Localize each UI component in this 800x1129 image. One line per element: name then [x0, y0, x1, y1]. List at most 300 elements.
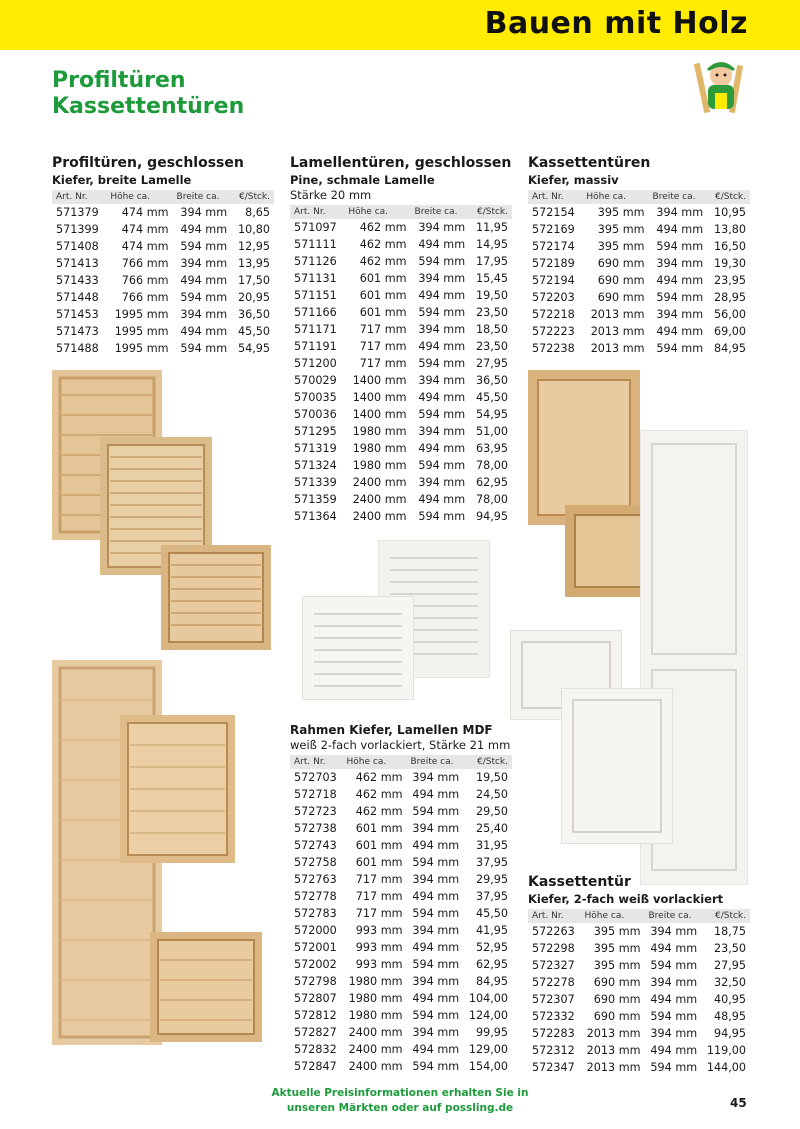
- breite-cell: 394 mm: [412, 975, 460, 988]
- breite-cell: 594 mm: [412, 1060, 460, 1073]
- price-cell: 8,65: [245, 206, 270, 219]
- hoehe-cell: 601 mm: [355, 839, 403, 852]
- breite-cell: 394 mm: [180, 308, 228, 321]
- breite-cell: 494 mm: [418, 391, 466, 404]
- table-row: [528, 940, 750, 957]
- art-nr-cell: 572738: [294, 822, 337, 835]
- table-row: [290, 423, 512, 440]
- hoehe-cell: 690 mm: [593, 1010, 641, 1023]
- col-preis: €/Stck.: [707, 190, 750, 204]
- breite-cell: 494 mm: [412, 992, 460, 1005]
- table-row: [290, 219, 512, 236]
- breite-cell: 594 mm: [418, 357, 466, 370]
- price-cell: 23,95: [713, 274, 746, 287]
- price-cell: 17,95: [475, 255, 508, 268]
- section-subtitle: Kiefer, breite Lamelle: [52, 173, 192, 187]
- price-cell: 62,95: [475, 958, 508, 971]
- art-nr-cell: 571488: [56, 342, 99, 355]
- price-cell: 14,95: [475, 238, 508, 251]
- hoehe-cell: 1400 mm: [352, 391, 407, 404]
- table-row: [290, 355, 512, 372]
- art-nr-cell: 572783: [294, 907, 337, 920]
- table-row: [290, 508, 512, 525]
- breite-cell: 594 mm: [650, 1061, 698, 1074]
- col-preis: €/Stck.: [463, 755, 512, 769]
- col-hoehe: Höhe ca.: [106, 190, 172, 204]
- price-cell: 45,50: [475, 907, 508, 920]
- breite-cell: 394 mm: [418, 425, 466, 438]
- price-cell: 36,50: [237, 308, 270, 321]
- art-nr-cell: 571151: [294, 289, 337, 302]
- col-art: Art. Nr.: [528, 909, 581, 923]
- breite-cell: 394 mm: [650, 925, 698, 938]
- header-bar: [0, 0, 800, 50]
- table-row: [528, 289, 750, 306]
- table-row: [290, 939, 512, 956]
- footer-note-line2: unseren Märkten oder auf possling.de: [286, 1102, 514, 1114]
- breite-cell: 594 mm: [412, 805, 460, 818]
- table-row: [290, 491, 512, 508]
- hoehe-cell: 1980 mm: [348, 975, 403, 988]
- hoehe-cell: 601 mm: [355, 822, 403, 835]
- breite-cell: 394 mm: [656, 206, 704, 219]
- art-nr-cell: 572807: [294, 992, 337, 1005]
- table-row: [290, 786, 512, 803]
- price-cell: 54,95: [475, 408, 508, 421]
- breite-cell: 494 mm: [412, 788, 460, 801]
- hoehe-cell: 717 mm: [355, 890, 403, 903]
- col-breite: Breite ca.: [645, 909, 702, 923]
- col-breite: Breite ca.: [407, 755, 464, 769]
- price-cell: 94,95: [475, 510, 508, 523]
- breite-cell: 394 mm: [418, 323, 466, 336]
- hoehe-cell: 462 mm: [355, 771, 403, 784]
- breite-cell: 494 mm: [656, 325, 704, 338]
- section-lamellentueren: [290, 155, 512, 525]
- art-nr-cell: 571399: [56, 223, 99, 236]
- table-row: [290, 406, 512, 423]
- breite-cell: 494 mm: [180, 223, 228, 236]
- breite-cell: 494 mm: [650, 993, 698, 1006]
- price-cell: 17,50: [237, 274, 270, 287]
- hoehe-cell: 2013 mm: [586, 1027, 641, 1040]
- hoehe-cell: 717 mm: [359, 357, 407, 370]
- art-nr-cell: 572194: [532, 274, 575, 287]
- art-nr-cell: 572238: [532, 342, 575, 355]
- price-cell: 48,95: [713, 1010, 746, 1023]
- price-cell: 84,95: [475, 975, 508, 988]
- hoehe-cell: 1400 mm: [352, 374, 407, 387]
- art-nr-cell: 572718: [294, 788, 337, 801]
- breite-cell: 394 mm: [418, 476, 466, 489]
- art-nr-cell: 572312: [532, 1044, 575, 1057]
- hoehe-cell: 601 mm: [359, 272, 407, 285]
- art-nr-cell: 571295: [294, 425, 337, 438]
- price-cell: 25,40: [475, 822, 508, 835]
- hoehe-cell: 993 mm: [355, 958, 403, 971]
- table-row: [290, 321, 512, 338]
- pine-panel-door-image-1: [528, 370, 640, 525]
- breite-cell: 394 mm: [180, 257, 228, 270]
- art-nr-cell: 572723: [294, 805, 337, 818]
- price-cell: 18,75: [713, 925, 746, 938]
- section-subtitle: Kiefer, 2-fach weiß vorlackiert: [528, 892, 724, 906]
- price-cell: 24,50: [475, 788, 508, 801]
- price-cell: 69,00: [713, 325, 746, 338]
- art-nr-cell: 571413: [56, 257, 99, 270]
- hoehe-cell: 395 mm: [597, 240, 645, 253]
- breite-cell: 594 mm: [180, 240, 228, 253]
- hoehe-cell: 766 mm: [121, 257, 169, 270]
- col-art: Art. Nr.: [290, 755, 343, 769]
- price-cell: 84,95: [713, 342, 746, 355]
- price-cell: 78,00: [475, 493, 508, 506]
- white-louvre-door-image-2: [302, 596, 414, 700]
- art-nr-cell: 571191: [294, 340, 337, 353]
- table-row: [52, 289, 274, 306]
- col-hoehe: Höhe ca.: [581, 909, 645, 923]
- col-preis: €/Stck.: [701, 909, 750, 923]
- breite-cell: 394 mm: [412, 924, 460, 937]
- art-nr-cell: 572307: [532, 993, 575, 1006]
- hoehe-cell: 717 mm: [355, 907, 403, 920]
- price-cell: 19,50: [475, 289, 508, 302]
- breite-cell: 594 mm: [418, 459, 466, 472]
- table-row: [52, 204, 274, 221]
- art-nr-cell: 571126: [294, 255, 337, 268]
- section-title: Rahmen Kiefer, Lamellen MDF: [290, 723, 493, 737]
- table-row: [528, 1008, 750, 1025]
- breite-cell: 594 mm: [180, 342, 228, 355]
- hoehe-cell: 2400 mm: [352, 510, 407, 523]
- art-nr-cell: 572223: [532, 325, 575, 338]
- table-row: [528, 1042, 750, 1059]
- art-nr-cell: 572000: [294, 924, 337, 937]
- price-cell: 27,95: [713, 959, 746, 972]
- breite-cell: 594 mm: [412, 958, 460, 971]
- art-nr-cell: 571111: [294, 238, 337, 251]
- art-nr-cell: 571473: [56, 325, 99, 338]
- art-nr-cell: 572778: [294, 890, 337, 903]
- section-title: Kassettentür: [528, 874, 631, 890]
- price-cell: 13,95: [237, 257, 270, 270]
- price-cell: 20,95: [237, 291, 270, 304]
- col-breite: Breite ca.: [411, 205, 470, 219]
- table-row: [290, 270, 512, 287]
- table-row: [528, 340, 750, 357]
- col-breite: Breite ca.: [173, 190, 232, 204]
- section-kassettentuer-weiss: [528, 874, 750, 1076]
- price-cell: 54,95: [237, 342, 270, 355]
- art-nr-cell: 570035: [294, 391, 337, 404]
- price-cell: 11,95: [475, 221, 508, 234]
- art-nr-cell: 571379: [56, 206, 99, 219]
- section-subtitle: Kiefer, massiv: [528, 173, 619, 187]
- price-cell: 78,00: [475, 459, 508, 472]
- table-row: [528, 991, 750, 1008]
- hoehe-cell: 690 mm: [597, 274, 645, 287]
- col-preis: €/Stck.: [469, 205, 512, 219]
- price-cell: 23,50: [475, 340, 508, 353]
- breite-cell: 394 mm: [412, 1026, 460, 1039]
- art-nr-cell: 572327: [532, 959, 575, 972]
- col-hoehe: Höhe ca.: [344, 205, 410, 219]
- price-cell: 63,95: [475, 442, 508, 455]
- breite-cell: 594 mm: [412, 907, 460, 920]
- hoehe-cell: 717 mm: [359, 323, 407, 336]
- table-row: [52, 340, 274, 357]
- hoehe-cell: 2013 mm: [586, 1044, 641, 1057]
- hoehe-cell: 474 mm: [121, 240, 169, 253]
- page-title-line2: Kassettentüren: [52, 94, 245, 119]
- table-row: [290, 854, 512, 871]
- hoehe-cell: 474 mm: [121, 223, 169, 236]
- breite-cell: 394 mm: [650, 1027, 698, 1040]
- table-row: [528, 923, 750, 940]
- hoehe-cell: 2400 mm: [352, 476, 407, 489]
- art-nr-cell: 571359: [294, 493, 337, 506]
- price-cell: 12,95: [237, 240, 270, 253]
- table-row: [52, 272, 274, 289]
- art-nr-cell: 572812: [294, 1009, 337, 1022]
- table-row: [528, 204, 750, 221]
- art-nr-cell: 572203: [532, 291, 575, 304]
- art-nr-cell: 572703: [294, 771, 337, 784]
- hoehe-cell: 2013 mm: [590, 342, 645, 355]
- footer-note: [270, 1086, 530, 1116]
- art-nr-cell: 571448: [56, 291, 99, 304]
- art-nr-cell: 571171: [294, 323, 337, 336]
- hoehe-cell: 717 mm: [355, 873, 403, 886]
- price-table: [290, 755, 512, 1075]
- page-title: [52, 68, 244, 120]
- art-nr-cell: 571319: [294, 442, 337, 455]
- table-row: [290, 837, 512, 854]
- breite-cell: 594 mm: [180, 291, 228, 304]
- hoehe-cell: 395 mm: [593, 942, 641, 955]
- breite-cell: 494 mm: [418, 238, 466, 251]
- breite-cell: 494 mm: [418, 442, 466, 455]
- breite-cell: 594 mm: [418, 306, 466, 319]
- table-row: [290, 236, 512, 253]
- breite-cell: 394 mm: [412, 873, 460, 886]
- price-cell: 37,95: [475, 856, 508, 869]
- breite-cell: 494 mm: [418, 289, 466, 302]
- price-cell: 29,95: [475, 873, 508, 886]
- hoehe-cell: 690 mm: [597, 257, 645, 270]
- art-nr-cell: 572154: [532, 206, 575, 219]
- brand-title: Bauen mit Holz: [484, 6, 748, 41]
- mascot-icon: [693, 55, 749, 117]
- hoehe-cell: 690 mm: [593, 976, 641, 989]
- price-cell: 62,95: [475, 476, 508, 489]
- table-row: [290, 1041, 512, 1058]
- page-number: 45: [730, 1096, 747, 1110]
- price-cell: 99,95: [475, 1026, 508, 1039]
- price-table: [528, 909, 750, 1076]
- price-cell: 41,95: [475, 924, 508, 937]
- breite-cell: 394 mm: [412, 771, 460, 784]
- table-row: [290, 287, 512, 304]
- hoehe-cell: 766 mm: [121, 274, 169, 287]
- hoehe-cell: 474 mm: [121, 206, 169, 219]
- section-subtitle: Pine, schmale Lamelle: [290, 173, 435, 187]
- price-table: [528, 190, 750, 357]
- art-nr-cell: 572189: [532, 257, 575, 270]
- table-row: [290, 956, 512, 973]
- page-title-line1: Profiltüren: [52, 68, 186, 93]
- table-row: [290, 1024, 512, 1041]
- price-cell: 45,50: [475, 391, 508, 404]
- art-nr-cell: 572832: [294, 1043, 337, 1056]
- breite-cell: 394 mm: [656, 257, 704, 270]
- table-row: [290, 990, 512, 1007]
- white-panel-door-image-2: [561, 688, 673, 844]
- price-cell: 124,00: [468, 1009, 508, 1022]
- breite-cell: 494 mm: [412, 1043, 460, 1056]
- table-row: [290, 389, 512, 406]
- table-row: [290, 440, 512, 457]
- art-nr-cell: 572758: [294, 856, 337, 869]
- price-cell: 154,00: [468, 1060, 508, 1073]
- section-rahmen-kiefer: [290, 722, 512, 1075]
- table-row: [528, 238, 750, 255]
- hoehe-cell: 601 mm: [359, 306, 407, 319]
- art-nr-cell: 571097: [294, 221, 337, 234]
- table-row: [528, 255, 750, 272]
- price-cell: 10,80: [237, 223, 270, 236]
- breite-cell: 494 mm: [656, 223, 704, 236]
- breite-cell: 494 mm: [650, 1044, 698, 1057]
- pine-tall-door-image-2: [120, 715, 235, 863]
- art-nr-cell: 572218: [532, 308, 575, 321]
- col-hoehe: Höhe ca.: [343, 755, 407, 769]
- col-art: Art. Nr.: [290, 205, 344, 219]
- table-row: [52, 255, 274, 272]
- hoehe-cell: 690 mm: [593, 993, 641, 1006]
- table-row: [290, 1007, 512, 1024]
- hoehe-cell: 766 mm: [121, 291, 169, 304]
- table-row: [52, 306, 274, 323]
- hoehe-cell: 395 mm: [593, 925, 641, 938]
- pine-louvre-door-image-3: [161, 545, 271, 650]
- pine-tall-door-image-3: [150, 932, 262, 1042]
- price-cell: 19,50: [475, 771, 508, 784]
- price-cell: 27,95: [475, 357, 508, 370]
- hoehe-cell: 601 mm: [355, 856, 403, 869]
- price-cell: 144,00: [706, 1061, 746, 1074]
- breite-cell: 394 mm: [656, 308, 704, 321]
- hoehe-cell: 395 mm: [593, 959, 641, 972]
- hoehe-cell: 2013 mm: [590, 308, 645, 321]
- breite-cell: 494 mm: [180, 274, 228, 287]
- hoehe-cell: 395 mm: [597, 206, 645, 219]
- art-nr-cell: 570029: [294, 374, 337, 387]
- hoehe-cell: 2400 mm: [348, 1060, 403, 1073]
- art-nr-cell: 572002: [294, 958, 337, 971]
- price-cell: 51,00: [475, 425, 508, 438]
- art-nr-cell: 572763: [294, 873, 337, 886]
- breite-cell: 494 mm: [180, 325, 228, 338]
- price-cell: 94,95: [713, 1027, 746, 1040]
- hoehe-cell: 1980 mm: [352, 442, 407, 455]
- price-cell: 31,95: [475, 839, 508, 852]
- breite-cell: 594 mm: [650, 959, 698, 972]
- price-cell: 45,50: [237, 325, 270, 338]
- col-art: Art. Nr.: [52, 190, 106, 204]
- table-row: [290, 372, 512, 389]
- art-nr-cell: 572847: [294, 1060, 337, 1073]
- breite-cell: 394 mm: [418, 374, 466, 387]
- price-cell: 23,50: [713, 942, 746, 955]
- table-row: [528, 957, 750, 974]
- table-row: [290, 304, 512, 321]
- section-title: Profiltüren, geschlossen: [52, 155, 244, 171]
- art-nr-cell: 572174: [532, 240, 575, 253]
- art-nr-cell: 572743: [294, 839, 337, 852]
- hoehe-cell: 462 mm: [359, 238, 407, 251]
- price-cell: 19,30: [713, 257, 746, 270]
- footer-note-line1: Aktuelle Preisinformationen erhalten Sie in: [271, 1087, 529, 1099]
- art-nr-cell: 572332: [532, 1010, 575, 1023]
- breite-cell: 494 mm: [418, 340, 466, 353]
- table-row: [290, 905, 512, 922]
- hoehe-cell: 717 mm: [359, 340, 407, 353]
- hoehe-cell: 1980 mm: [352, 459, 407, 472]
- price-cell: 16,50: [713, 240, 746, 253]
- hoehe-cell: 1980 mm: [348, 992, 403, 1005]
- breite-cell: 394 mm: [412, 822, 460, 835]
- table-row: [528, 323, 750, 340]
- breite-cell: 594 mm: [650, 1010, 698, 1023]
- table-row: [290, 871, 512, 888]
- art-nr-cell: 571408: [56, 240, 99, 253]
- breite-cell: 594 mm: [418, 408, 466, 421]
- col-hoehe: Höhe ca.: [582, 190, 648, 204]
- hoehe-cell: 462 mm: [359, 221, 407, 234]
- breite-cell: 594 mm: [418, 510, 466, 523]
- breite-cell: 594 mm: [656, 291, 704, 304]
- breite-cell: 494 mm: [656, 274, 704, 287]
- art-nr-cell: 571433: [56, 274, 99, 287]
- hoehe-cell: 690 mm: [597, 291, 645, 304]
- section-title: Kassettentüren: [528, 155, 651, 171]
- breite-cell: 394 mm: [180, 206, 228, 219]
- art-nr-cell: 571200: [294, 357, 337, 370]
- breite-cell: 594 mm: [412, 856, 460, 869]
- hoehe-cell: 2013 mm: [586, 1061, 641, 1074]
- hoehe-cell: 462 mm: [355, 788, 403, 801]
- breite-cell: 494 mm: [650, 942, 698, 955]
- hoehe-cell: 2400 mm: [348, 1043, 403, 1056]
- breite-cell: 494 mm: [412, 890, 460, 903]
- price-table: [290, 205, 512, 525]
- art-nr-cell: 571166: [294, 306, 337, 319]
- hoehe-cell: 2013 mm: [590, 325, 645, 338]
- art-nr-cell: 572347: [532, 1061, 575, 1074]
- price-cell: 36,50: [475, 374, 508, 387]
- art-nr-cell: 572169: [532, 223, 575, 236]
- table-row: [528, 974, 750, 991]
- hoehe-cell: 1400 mm: [352, 408, 407, 421]
- table-row: [290, 803, 512, 820]
- art-nr-cell: 570036: [294, 408, 337, 421]
- price-cell: 119,00: [706, 1044, 746, 1057]
- breite-cell: 394 mm: [650, 976, 698, 989]
- art-nr-cell: 572827: [294, 1026, 337, 1039]
- table-row: [528, 1059, 750, 1076]
- hoehe-cell: 2400 mm: [352, 493, 407, 506]
